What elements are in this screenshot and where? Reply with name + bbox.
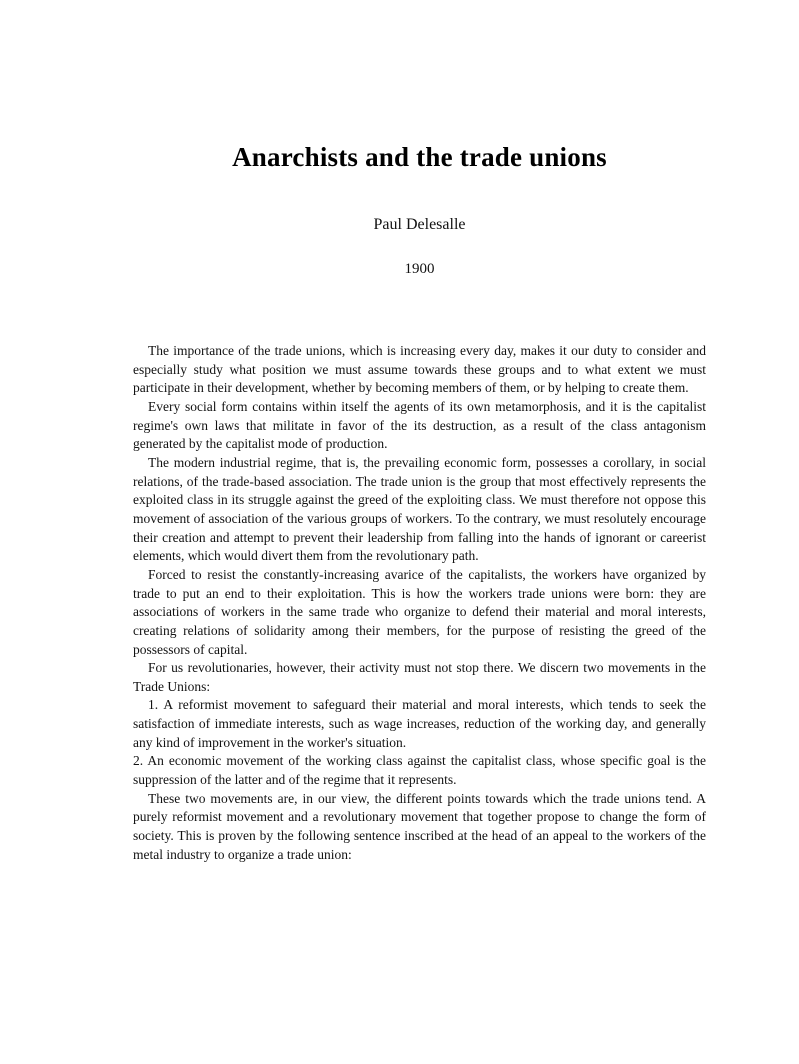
document-body	[133, 342, 706, 864]
paragraph: Every social form contains within itself the agents of its own metamorphosis, and it is the capitalist regime's own laws that militate in favor of the its destruction, as a result of the class antagonism generated by the capitalist mode of production.	[133, 398, 706, 452]
paragraph: For us revolutionaries, however, their activity must not stop there. We discern two movements in the Trade Unions:	[133, 660, 706, 694]
paragraph: 2. An economic movement of the working class against the capitalist class, whose specific goal is the suppression of the latter and of the regime that it represents.	[133, 753, 706, 788]
author-name: Paul Delesalle	[373, 216, 466, 233]
text-column	[133, 0, 706, 864]
document-title: Anarchists and the trade unions	[232, 142, 607, 172]
paragraph: The importance of the trade unions, which is increasing every day, makes it our duty to consider and especially study what position we must assume towards these groups and to what extent we must participate in their development, whether by becoming members of them, or by helping to create them.	[133, 343, 706, 396]
paragraph: 1. A reformist movement to safeguard their material and moral interests, which tends to seek the satisfaction of immediate interests, such as wage increases, reduction of the working day, and generally any kind of improvement in the worker's situation.	[133, 697, 706, 750]
paragraph: Forced to resist the constantly-increasing avarice of the capitalists, the workers have organized by trade to put an end to their exploitation. This is how the workers trade unions were born: they are associations of workers in the same trade who organize to defend their material and moral interests, creating relations of solidarity among their members, for the purpose of resisting the greed of the possessors of capital.	[133, 566, 706, 657]
publication-year: 1900	[404, 261, 435, 277]
paragraph: These two movements are, in our view, the different points towards which the trade unions tend. A purely reformist movement and a revolutionary movement that together propose to change the form of society. This is proven by the following sentence inscribed at the head of an appeal to the workers of the metal industry to organize a trade union:	[133, 790, 706, 862]
paragraph: The modern industrial regime, that is, the prevailing economic form, possesses a corollary, in social relations, of the trade-based association. The trade union is the group that most effectively represents the exploited class in its struggle against the greed of the exploiting class. We must therefore not oppose this movement of association of the various groups of workers. To the contrary, we must resolutely encourage their creation and attempt to prevent their leadership from falling into the hands of ignorant or careerist elements, which would divert them from the revolutionary path.	[133, 454, 706, 564]
